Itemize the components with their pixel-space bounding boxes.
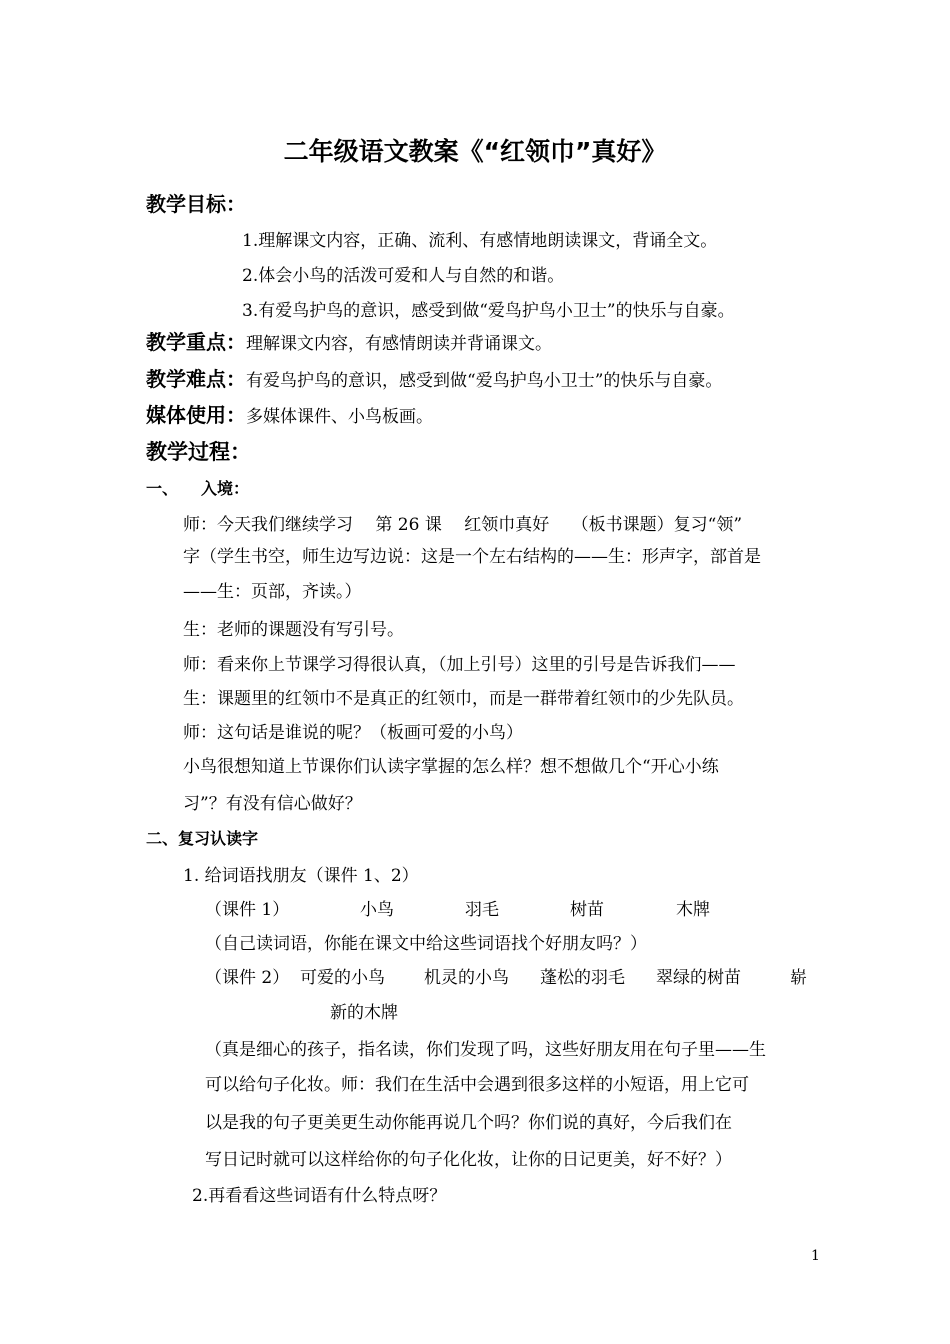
- phrase-3: 蓬松的羽毛: [540, 968, 625, 988]
- word-4: 木牌: [676, 900, 710, 920]
- section1-line-3: ——生：页部，齐读。）: [183, 582, 362, 602]
- phrase-2: 机灵的小鸟: [424, 968, 509, 988]
- section2-para-4: 写日记时就可以这样给你的句子化化妆，让你的日记更美，好不好？）: [205, 1150, 732, 1170]
- word-3: 树苗: [570, 900, 604, 920]
- section1-line-7: 师：这句话是谁说的呢？（板画可爱的小鸟）: [183, 723, 523, 743]
- section2-heading: 二、复习认读字: [146, 829, 259, 848]
- section1-line-8: 小鸟很想知道上节课你们认读字掌握的怎么样？想不想做几个“开心小练: [183, 757, 719, 777]
- difficulty: [146, 363, 722, 392]
- key-point-label: 教学重点：: [146, 330, 246, 354]
- section1-line-6: 生：课题里的红领巾不是真正的红领巾，而是一群带着红领巾的少先队员。: [183, 689, 744, 709]
- media-text: 多媒体课件、小鸟板画。: [246, 407, 433, 427]
- section1-line-5: 师：看来你上节课学习得很认真，（加上引号）这里的引号是告诉我们——: [183, 655, 736, 675]
- courseware2-label: （课件 2）: [205, 968, 290, 988]
- section2-para-1: （真是细心的孩子，指名读，你们发现了吗，这些好朋友用在句子里——生: [205, 1040, 766, 1060]
- phrase-1: 可爱的小鸟: [300, 968, 385, 988]
- objective-item-2: 2.体会小鸟的活泼可爱和人与自然的和谐。: [242, 266, 565, 286]
- section2-prompt: （自己读词语，你能在课文中给这些词语找个好朋友吗？）: [205, 934, 647, 954]
- courseware1-label: （课件 1）: [205, 900, 290, 920]
- section1-heading: 入境：: [201, 479, 250, 498]
- page-title: 二年级语文教案《“红领巾”真好》: [283, 137, 667, 166]
- objective-item-1: 1.理解课文内容，正确、流利、有感情地朗读课文，背诵全文。: [242, 231, 718, 251]
- key-point: [146, 326, 552, 355]
- phrase-5-start: 崭: [790, 968, 807, 988]
- section1-line-9: 习”？有没有信心做好？: [183, 794, 362, 814]
- section1-line-4: 生：老师的课题没有写引号。: [183, 620, 404, 640]
- key-point-text: 理解课文内容，有感情朗读并背诵课文。: [246, 334, 552, 354]
- section2-para-3: 以是我的句子更美更生动你能再说几个吗？你们说的真好，今后我们在: [205, 1113, 732, 1133]
- courseware1-row: [205, 895, 289, 920]
- section2-item-1: 1. 给词语找朋友（课件 1、2）: [183, 866, 419, 886]
- section1-line-1: 师：今天我们继续学习 第 26 课 红领巾真好 （板书课题）复习“领”: [183, 515, 743, 535]
- section1-number: 一、: [146, 479, 179, 498]
- word-2: 羽毛: [465, 900, 499, 920]
- word-1: 小鸟: [360, 900, 394, 920]
- section1-line-2: 字（学生书空，师生边写边说：这是一个左右结构的——生：形声字，部首是: [183, 547, 761, 567]
- page-number: 1: [811, 1248, 820, 1264]
- process-heading: 教学过程：: [146, 440, 251, 464]
- phrase-5-continuation: 新的木牌: [330, 1003, 398, 1023]
- media-label: 媒体使用：: [146, 403, 246, 427]
- section2-item-2: 2.再看看这些词语有什么特点呀？: [192, 1186, 447, 1206]
- phrase-4: 翠绿的树苗: [656, 968, 741, 988]
- difficulty-label: 教学难点：: [146, 367, 246, 391]
- objective-item-3: 3.有爱鸟护鸟的意识，感受到做“爱鸟护鸟小卫士”的快乐与自豪。: [242, 301, 735, 321]
- difficulty-text: 有爱鸟护鸟的意识，感受到做“爱鸟护鸟小卫士”的快乐与自豪。: [246, 371, 723, 391]
- objectives-heading: 教学目标：: [146, 192, 246, 216]
- section2-para-2: 可以给句子化妆。师：我们在生活中会遇到很多这样的小短语，用上它可: [205, 1075, 749, 1095]
- media: [146, 399, 433, 428]
